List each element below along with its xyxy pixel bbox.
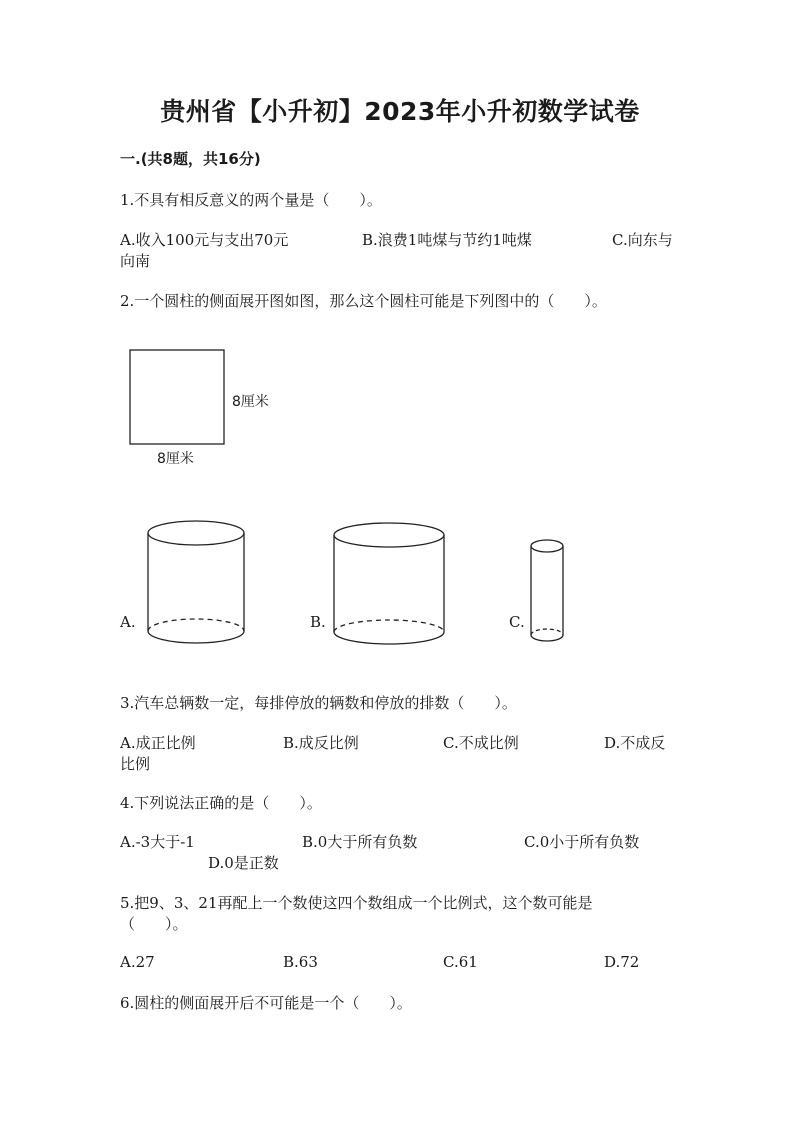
question-2-option-c: C.: [509, 613, 525, 631]
question-2-stem: 2.一个圆柱的侧面展开图如图，那么这个圆柱可能是下列图中的（ ）。: [120, 292, 607, 310]
question-3-option-a: A.成正比例: [120, 734, 196, 752]
section-heading: 一.(共8题，共16分): [120, 150, 261, 168]
question-4-option-b: B.0大于所有负数: [302, 833, 418, 851]
page-title: 贵州省【小升初】2023年小升初数学试卷: [160, 97, 640, 126]
question-3-stem: 3.汽车总辆数一定，每排停放的辆数和停放的排数（ ）。: [120, 694, 517, 712]
question-5-option-a: A.27: [120, 953, 155, 971]
question-5-option-c: C.61: [443, 953, 478, 971]
cylinder-a-figure: [140, 515, 255, 650]
question-5-stem-line-2: （ ）。: [120, 915, 188, 933]
question-5-stem-line-1: 5.把9、3、21再配上一个数使这四个数组成一个比例式，这个数可能是: [120, 894, 593, 912]
question-3-option-c: C.不成比例: [443, 734, 519, 752]
question-1-option-a: A.收入100元与支出70元: [120, 231, 289, 249]
question-5-option-b: B.63: [283, 953, 318, 971]
cylinder-c-figure: [522, 532, 572, 650]
question-1-stem: 1.不具有相反意义的两个量是（ ）。: [120, 191, 382, 209]
question-6-stem: 6.圆柱的侧面展开后不可能是一个（ ）。: [120, 994, 412, 1012]
question-4-option-a: A.-3大于-1: [120, 833, 195, 851]
cylinder-b-figure: [325, 515, 455, 650]
question-4-option-d: D.0是正数: [208, 854, 279, 872]
question-1-option-c-cont: 向南: [120, 252, 151, 270]
question-1-option-c: C.向东与: [612, 231, 673, 249]
question-3-option-d: D.不成反: [604, 734, 666, 752]
question-3-option-b: B.成反比例: [283, 734, 359, 752]
side-length-label: 8厘米: [232, 394, 269, 410]
question-1-option-b: B.浪费1吨煤与节约1吨煤: [362, 231, 532, 249]
bottom-length-label: 8厘米: [157, 451, 194, 467]
question-2-option-b: B.: [310, 613, 326, 631]
unfolded-square-figure: [125, 345, 235, 450]
question-3-option-d-cont: 比例: [120, 755, 151, 773]
question-4-stem: 4.下列说法正确的是（ ）。: [120, 794, 322, 812]
question-2-option-a: A.: [120, 613, 136, 631]
question-4-option-c: C.0小于所有负数: [524, 833, 640, 851]
question-5-option-d: D.72: [604, 953, 640, 971]
